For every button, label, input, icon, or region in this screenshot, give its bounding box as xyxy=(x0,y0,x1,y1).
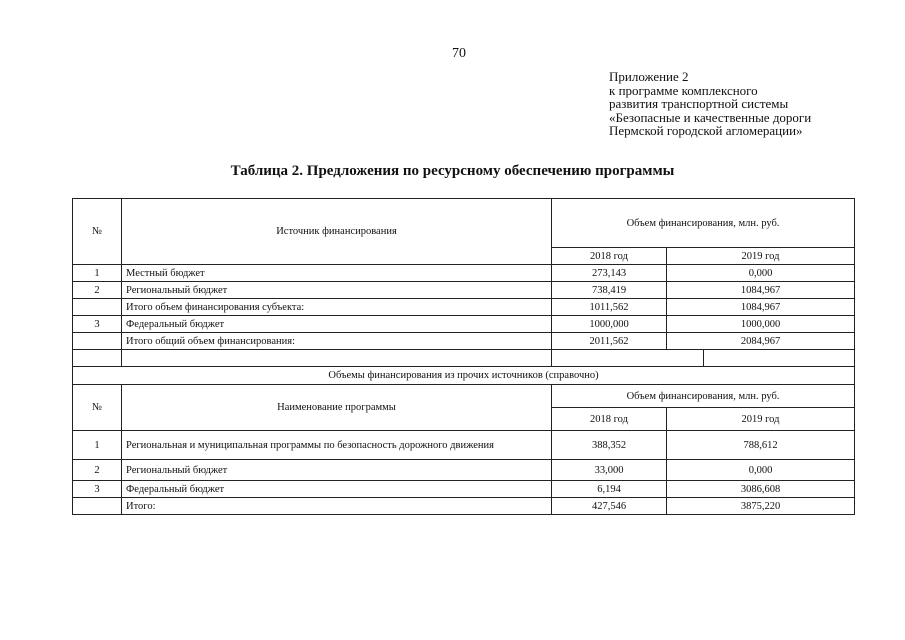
row-name: Местный бюджет xyxy=(122,265,552,282)
row-num xyxy=(73,299,122,316)
table-row xyxy=(73,460,855,481)
table-row xyxy=(73,498,855,515)
row-num: 3 xyxy=(73,481,122,498)
table-row xyxy=(73,431,855,460)
table-row xyxy=(73,481,855,498)
row-name: Региональная и муниципальная программы по безопасность дорожного движения xyxy=(122,431,552,460)
table-row xyxy=(73,316,855,333)
table-row xyxy=(73,265,855,282)
row-2018: 6,194 xyxy=(552,481,667,498)
row-2019: 2084,967 xyxy=(667,333,855,350)
row-name: Итого общий объем финансирования: xyxy=(122,333,552,350)
table-row xyxy=(73,333,855,350)
row-num: 2 xyxy=(73,460,122,481)
row-name: Итого объем финансирования субъекта: xyxy=(122,299,552,316)
empty-row xyxy=(73,350,855,367)
row-name: Федеральный бюджет xyxy=(122,481,552,498)
header-volume: Объем финансирования, млн. руб. xyxy=(552,199,855,248)
row-2019: 1084,967 xyxy=(667,299,855,316)
header2-num: № xyxy=(73,385,122,431)
row-2018: 738,419 xyxy=(552,282,667,299)
table-row xyxy=(73,282,855,299)
header-source: Источник финансирования xyxy=(122,199,552,265)
row-num: 2 xyxy=(73,282,122,299)
header-year-2018: 2018 год xyxy=(552,248,667,265)
appendix-heading xyxy=(609,70,811,138)
header2-volume: Объем финансирования, млн. руб. xyxy=(552,385,855,408)
appendix-line: развития транспортной системы xyxy=(609,96,789,111)
appendix-line: Приложение 2 xyxy=(609,69,689,84)
row-name: Региональный бюджет xyxy=(122,282,552,299)
row-2019: 0,000 xyxy=(667,265,855,282)
row-2018: 33,000 xyxy=(552,460,667,481)
funding-table xyxy=(72,198,855,515)
row-2019: 3086,608 xyxy=(667,481,855,498)
header2-program: Наименование программы xyxy=(122,385,552,431)
row-2019: 0,000 xyxy=(667,460,855,481)
row-2018: 2011,562 xyxy=(552,333,667,350)
appendix-line: к программе комплексного xyxy=(609,82,758,98)
row-num: 1 xyxy=(73,265,122,282)
header2-year-2019: 2019 год xyxy=(667,408,855,431)
row-2018: 1000,000 xyxy=(552,316,667,333)
row-name: Региональный бюджет xyxy=(122,460,552,481)
page-number: 70 xyxy=(452,46,466,61)
row-2019: 1084,967 xyxy=(667,282,855,299)
row-2018: 1011,562 xyxy=(552,299,667,316)
row-2018: 427,546 xyxy=(552,498,667,515)
header-num: № xyxy=(73,199,122,265)
row-2018: 273,143 xyxy=(552,265,667,282)
row-2018: 388,352 xyxy=(552,431,667,460)
appendix-line: «Безопасные и качественные дороги xyxy=(609,109,812,125)
row-num: 1 xyxy=(73,431,122,460)
row-2019: 3875,220 xyxy=(667,498,855,515)
row-2019: 788,612 xyxy=(667,431,855,460)
row-name: Федеральный бюджет xyxy=(122,316,552,333)
row-num: 3 xyxy=(73,316,122,333)
row-num xyxy=(73,333,122,350)
row-num xyxy=(73,498,122,515)
table-row xyxy=(73,299,855,316)
header-year-2019: 2019 год xyxy=(667,248,855,265)
section-title: Объемы финансирования из прочих источников (справочно) xyxy=(73,367,855,385)
table-title: Таблица 2. Предложения по ресурсному обеспечению программы xyxy=(230,163,675,179)
header2-year-2018: 2018 год xyxy=(552,408,667,431)
row-2019: 1000,000 xyxy=(667,316,855,333)
row-name: Итого: xyxy=(122,498,552,515)
appendix-line: Пермской городской агломерации» xyxy=(609,123,803,138)
